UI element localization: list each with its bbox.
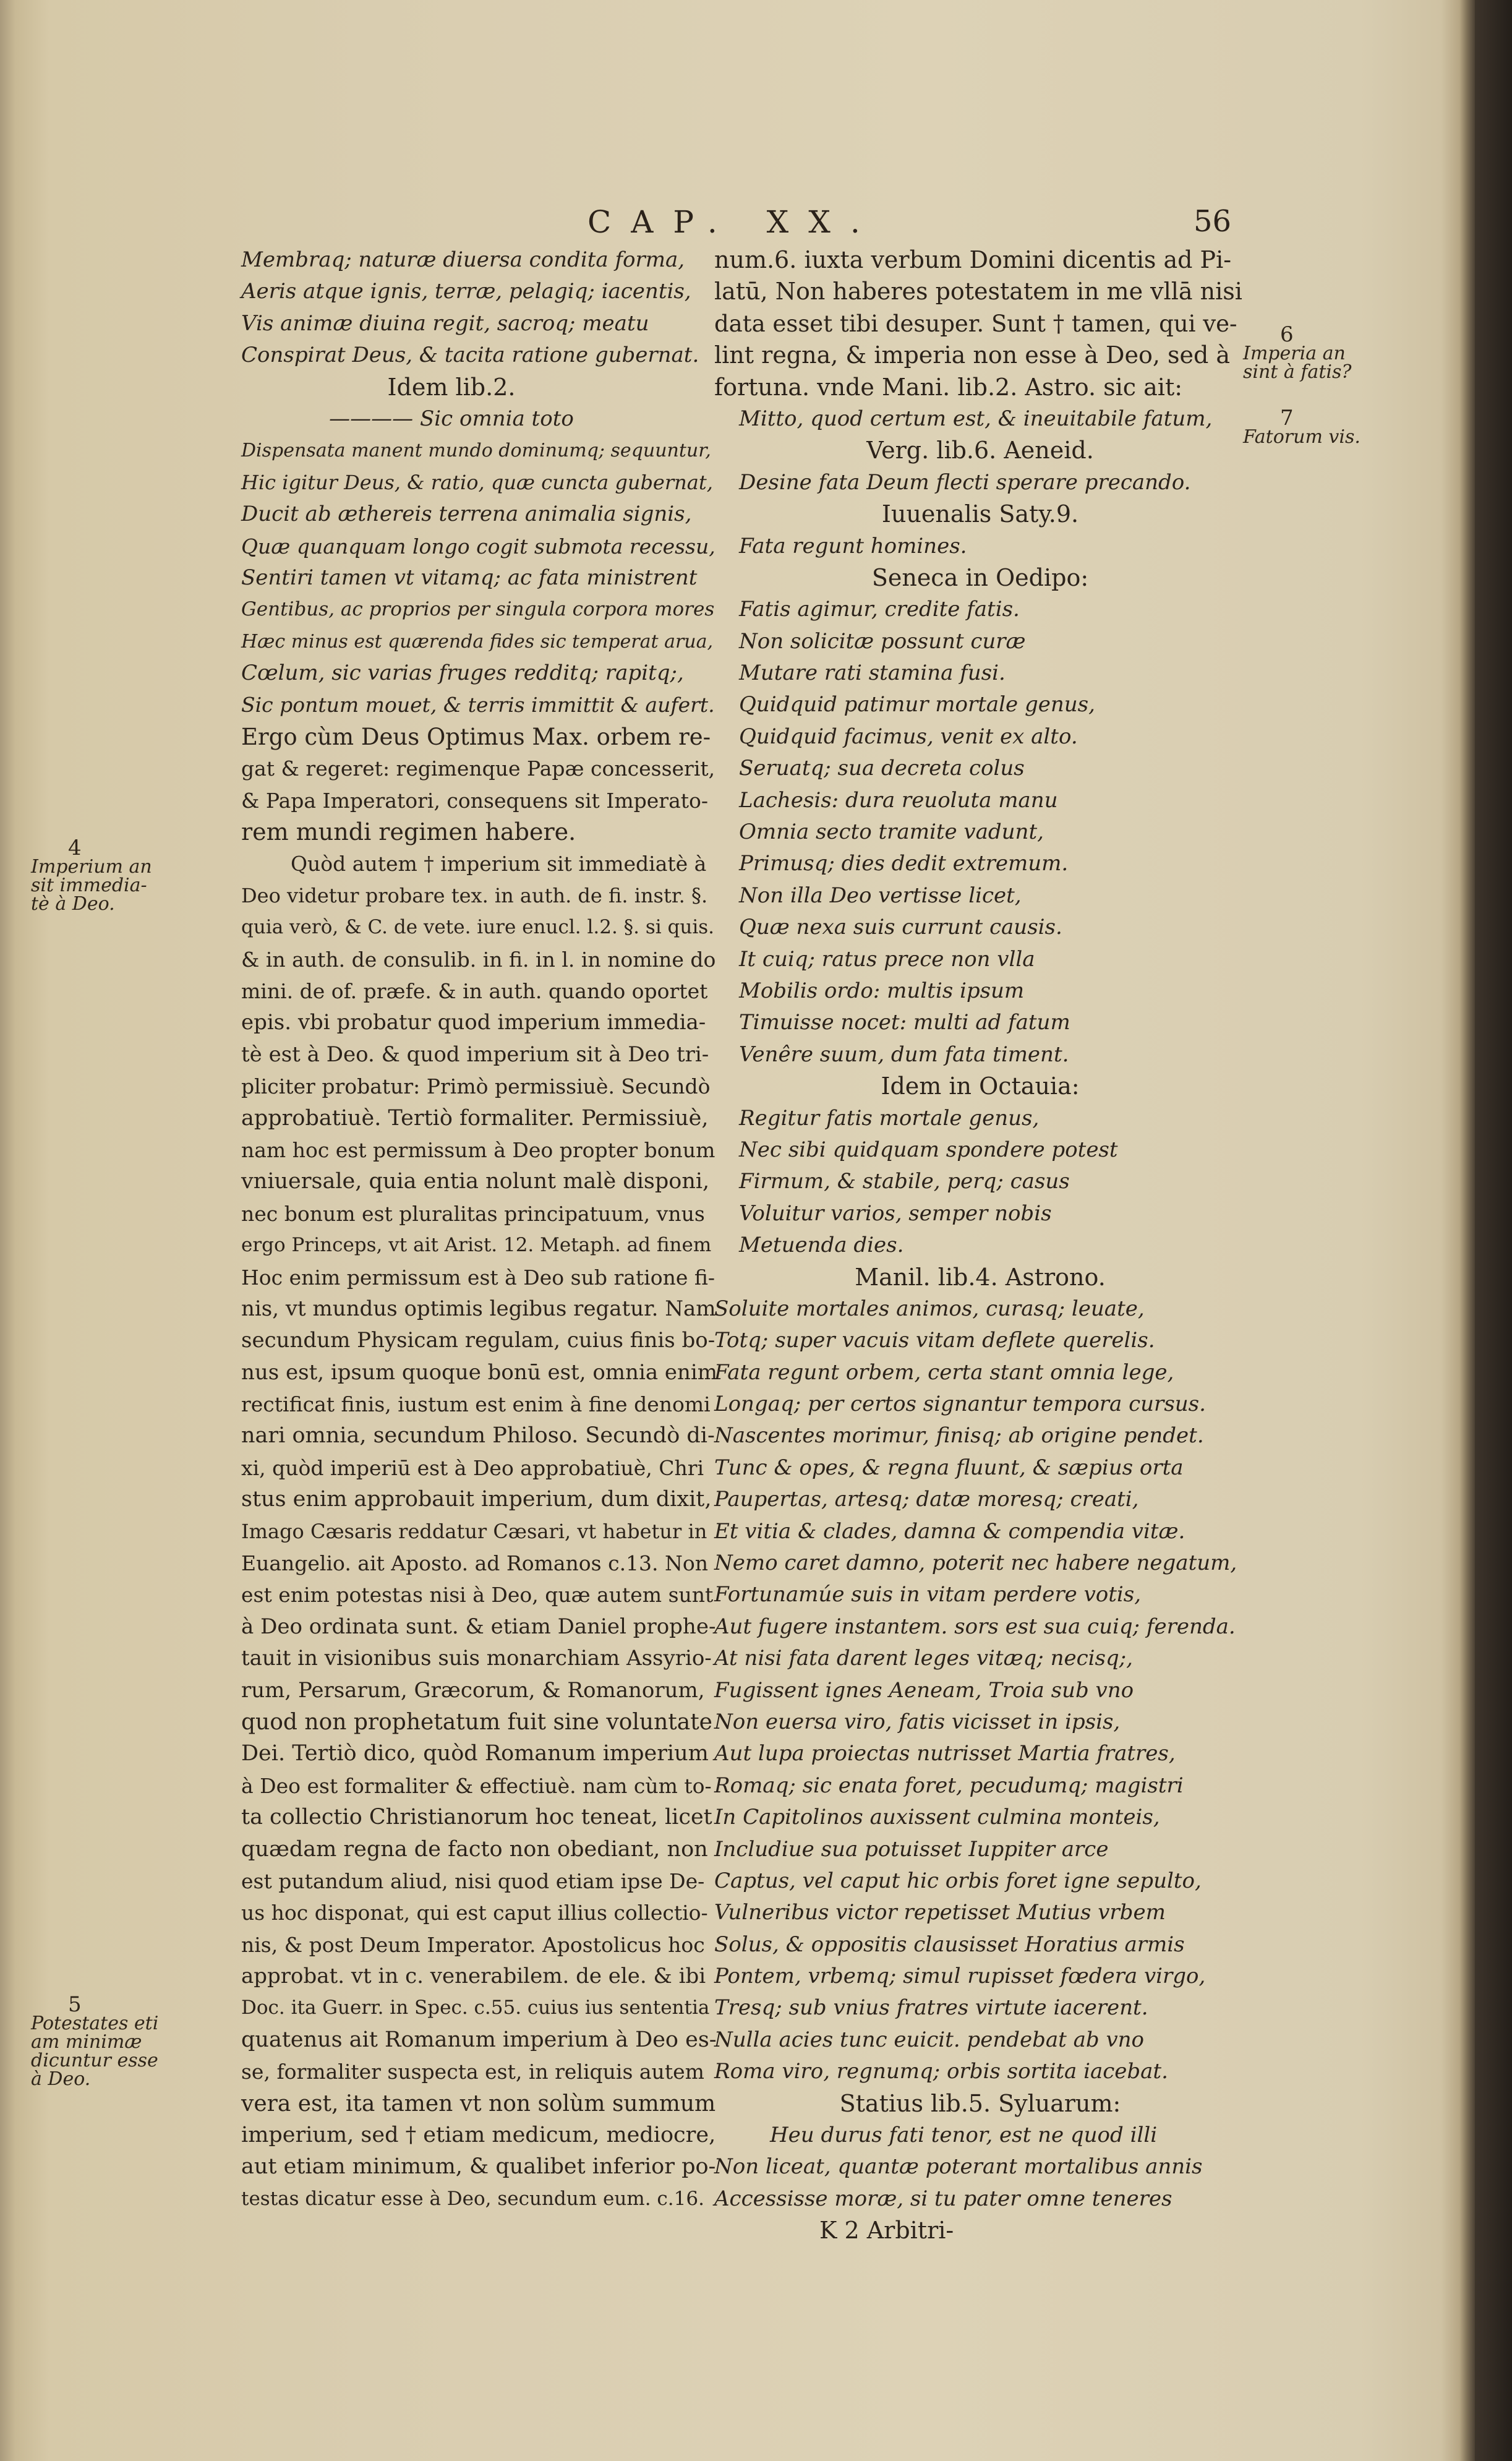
text-line: & in auth. de consulib. in fi. in l. in nomine do <box>241 947 716 972</box>
text-line: Gentibus, ac proprios per singula corpora mores <box>241 598 715 621</box>
text-line: rum, Persarum, Græcorum, & Romanorum, <box>241 1677 705 1703</box>
text-line: à Deo ordinata sunt. & etiam Daniel prophe- <box>241 1614 716 1639</box>
text-line: data esset tibi desuper. Sunt † tamen, qui ve- <box>714 310 1237 337</box>
text-line: Nulla acies tunc euicit. pendebat ab vno <box>714 2027 1145 2052</box>
text-line: Dispensata manent mundo dominumq; sequuntur, <box>241 440 711 462</box>
page-number: 56 <box>1194 204 1232 239</box>
text-line: imperium, sed † etiam medicum, mediocre, <box>241 2123 716 2148</box>
text-line: Dei. Tertiò dico, quòd Romanum imperium <box>241 1741 709 1766</box>
text-line: Aeris atque ignis, terræ, pelagiq; iacentis, <box>241 279 691 304</box>
text-line: Nascentes morimur, finisq; ab origine pendet. <box>714 1423 1204 1449</box>
text-line: Primusq; dies dedit extremum. <box>739 851 1069 876</box>
text-line: Ergo cùm Deus Optimus Max. orbem re- <box>241 723 711 750</box>
text-line: approbat. vt in c. venerabilem. de ele. & ibi <box>241 1964 706 1989</box>
left-column <box>186 244 717 2215</box>
text-line: vera est, ita tamen vt non solùm summum <box>241 2091 716 2116</box>
text-line: Non solicitæ possunt curæ <box>739 628 1026 654</box>
text-line: ta collectio Christianorum hoc teneat, licet <box>241 1805 712 1830</box>
running-head: CAP. XX. <box>587 204 880 240</box>
text-line: Nemo caret damno, poterit nec habere negatum, <box>714 1551 1237 1576</box>
text-line: est putandum aliud, nisi quod etiam ipse De- <box>241 1868 705 1893</box>
text-line: Conspirat Deus, & tacita ratione gubernat. <box>241 343 699 368</box>
text-line: Accessisse moræ, si tu pater omne teneres <box>714 2186 1172 2211</box>
text-line: Fata regunt orbem, certa stant omnia lege, <box>714 1359 1174 1385</box>
text-line: num.6. iuxta verbum Domini dicentis ad Pi- <box>714 246 1232 273</box>
text-line: latū, Non haberes potestatem in me vllā nisi <box>714 278 1242 306</box>
text-line: Et vitia & clades, damna & compendia vitæ. <box>714 1518 1185 1544</box>
text-line: Statius lib.5. Syluarum: <box>839 2089 1121 2117</box>
text-line: Desine fata Deum flecti sperare precando. <box>739 469 1191 495</box>
text-line: gat & regeret: regimenque Papæ concesserit, <box>241 756 715 781</box>
text-line: fortuna. vnde Mani. lib.2. Astro. sic ait: <box>714 373 1183 401</box>
text-line: quia verò, & C. de vete. iure enucl. l.2. §. si quis. <box>241 916 715 939</box>
text-line: nec bonum est pluralitas principatuum, vnus <box>241 1201 705 1226</box>
text-line: rem mundi regimen habere. <box>241 818 576 846</box>
text-line: Tresq; sub vnius fratres virtute iacerent. <box>714 1995 1148 2021</box>
text-line: Captus, vel caput hic orbis foret igne sepulto, <box>714 1868 1202 1893</box>
text-line: Includiue sua potuisset Iuppiter arce <box>714 1836 1109 1862</box>
text-line: Seruatq; sua decreta colus <box>739 756 1025 781</box>
text-line: Iuuenalis Saty.9. <box>881 500 1079 528</box>
text-line: Quidquid patimur mortale genus, <box>739 692 1095 717</box>
text-line: nus est, ipsum quoque bonū est, omnia enim <box>241 1359 718 1385</box>
text-line: Sic pontum mouet, & terris immittit & aufert. <box>241 693 715 717</box>
text-line: se, formaliter suspecta est, in reliquis autem <box>241 2060 704 2084</box>
text-line: lint regna, & imperia non esse à Deo, sed à <box>714 341 1231 369</box>
text-line: Fata regunt homines. <box>739 533 967 559</box>
text-line: Mitto, quod certum est, & ineuitabile fatum, <box>739 406 1213 431</box>
text-line: Mobilis ordo: multis ipsum <box>739 978 1025 1003</box>
text-line: Fortunamúe suis in vitam perdere votis, <box>714 1582 1142 1607</box>
text-line: est enim potestas nisi à Deo, quæ autem sunt <box>241 1583 714 1607</box>
text-line: Non illa Deo vertisse licet, <box>739 883 1022 908</box>
text-line: Non euersa viro, fatis vicisset in ipsis, <box>714 1709 1121 1734</box>
text-line: Vis animæ diuina regit, sacroq; meatu <box>241 310 649 336</box>
text-line: Ducit ab æthereis terrena animalia signis, <box>241 502 692 527</box>
text-line: K 2 Arbitri- <box>819 2217 954 2245</box>
text-line: In Capitolinos auxissent culmina monteis, <box>714 1805 1160 1830</box>
text-line: Vulneribus victor repetisset Mutius vrbem <box>714 1900 1166 1925</box>
text-line: Venêre suum, dum fata timent. <box>739 1042 1069 1067</box>
text-line: Aut fugere instantem. sors est sua cuiq; ferenda. <box>714 1614 1236 1639</box>
margin-note-7: 7 Fatorum vis. <box>1243 406 1360 448</box>
text-line: mini. de of. præfe. & in auth. quando oportet <box>241 978 708 1003</box>
text-line: Omnia secto tramite vadunt, <box>739 820 1044 845</box>
text-line: Firmum, & stabile, perq; casus <box>739 1169 1070 1194</box>
text-line: Hic igitur Deus, & ratio, quæ cuncta gubernat, <box>241 470 713 494</box>
text-line: Euangelio. ait Aposto. ad Romanos c.13. Non <box>241 1551 709 1576</box>
text-line: Romaq; sic enata foret, pecudumq; magistri <box>714 1773 1184 1798</box>
text-line: Quæ quanquam longo cogit submota recessu, <box>241 534 715 559</box>
text-line: & Papa Imperatori, consequens sit Imperato- <box>241 788 709 813</box>
text-line: epis. vbi probatur quod imperium immedia- <box>241 1010 706 1035</box>
text-line: Quidquid facimus, venit ex alto. <box>739 724 1078 749</box>
text-line: Hoc enim permissum est à Deo sub ratione fi- <box>241 1265 715 1290</box>
text-line: Nec sibi quidquam spondere potest <box>739 1137 1118 1162</box>
text-line: Seneca in Oedipo: <box>871 563 1089 591</box>
text-line: Solus, & oppositis clausisset Horatius armis <box>714 1932 1185 1957</box>
text-line: pliciter probatur: Primò permissiuè. Secundò <box>241 1074 711 1099</box>
text-line: nari omnia, secundum Philoso. Secundò di- <box>241 1423 715 1449</box>
text-line: secundum Physicam regulam, cuius finis bo- <box>241 1328 715 1353</box>
margin-note-6: 6 Imperia an sint à fatis? <box>1243 322 1352 383</box>
text-line: Tunc & opes, & regna fluunt, & sæpius orta <box>714 1455 1184 1480</box>
text-line: Pontem, vrbemq; simul rupisset fœdera virgo, <box>714 1964 1206 1989</box>
text-line: Quòd autem † imperium sit immediatè à <box>291 852 707 876</box>
text-line: Roma viro, regnumq; orbis sortita iacebat. <box>714 2059 1168 2084</box>
text-line: approbatiuè. Tertiò formaliter. Permissiuè, <box>241 1105 709 1131</box>
text-line: Totq; super vacuis vitam deflete querelis. <box>714 1328 1155 1353</box>
text-line: Cœlum, sic varias fruges redditq; rapitq;, <box>241 661 684 686</box>
text-line: It cuiq; ratus prece non vlla <box>739 946 1035 972</box>
text-line: vniuersale, quia entia nolunt malè disponi, <box>241 1169 710 1194</box>
text-line: Manil. lib.4. Astrono. <box>855 1263 1106 1291</box>
text-line: Regitur fatis mortale genus, <box>739 1105 1040 1131</box>
text-line: Longaq; per certos signantur tempora cursus. <box>714 1392 1206 1417</box>
text-line: Lachesis: dura reuoluta manu <box>739 787 1058 813</box>
text-line: nam hoc est permissum à Deo propter bonum <box>241 1137 715 1162</box>
text-line: Timuisse nocet: multi ad fatum <box>739 1010 1070 1035</box>
text-line: à Deo est formaliter & effectiuè. nam cùm to- <box>241 1773 712 1798</box>
text-line: Fatis agimur, credite fatis. <box>739 597 1020 622</box>
text-line: tauit in visionibus suis monarchiam Assyrio- <box>241 1646 712 1671</box>
margin-note-5: 5 Potestates eti am minimæ dicuntur esse à Deo. <box>31 1992 159 2090</box>
text-line: nis, vt mundus optimis legibus regatur. Nam <box>241 1296 716 1321</box>
text-line: testas dicatur esse à Deo, secundum eum. c.16. <box>241 2187 704 2210</box>
text-line: Idem lib.2. <box>387 373 516 401</box>
text-line: Aut lupa proiectas nutrisset Martia fratres, <box>714 1741 1176 1766</box>
text-line: xi, quòd imperiū est à Deo approbatiuè, Chri <box>241 1455 704 1480</box>
text-line: Quæ nexa suis currunt causis. <box>739 915 1062 940</box>
text-line: quod non prophetatum fuit sine voluntate <box>241 1709 712 1735</box>
text-line: Heu durus fati tenor, est ne quod illi <box>770 2123 1158 2148</box>
text-line: ergo Princeps, vt ait Arist. 12. Metaph. ad finem <box>241 1234 712 1257</box>
text-line: At nisi fata darent leges vitæq; necisq;, <box>714 1646 1133 1671</box>
text-line: Sentiri tamen vt vitamq; ac fata ministrent <box>241 565 698 590</box>
page-edge-shadow <box>1475 0 1512 2461</box>
text-line: tè est à Deo. & quod imperium sit à Deo tri- <box>241 1042 709 1067</box>
text-line: Imago Cæsaris reddatur Cæsari, vt habetur in <box>241 1519 707 1543</box>
text-line: Deo videtur probare tex. in auth. de fi. instr. §. <box>241 883 708 907</box>
text-line: Metuenda dies. <box>739 1233 904 1258</box>
text-line: Idem in Octauia: <box>881 1072 1080 1100</box>
text-line: stus enim approbauit imperium, dum dixit, <box>241 1487 712 1512</box>
text-line: Paupertas, artesq; datæ moresq; creati, <box>714 1487 1139 1512</box>
text-line: quædam regna de facto non obediant, non <box>241 1836 708 1862</box>
text-line: ———— Sic omnia toto <box>329 406 574 431</box>
text-line: quatenus ait Romanum imperium à Deo es- <box>241 2027 717 2052</box>
text-line: Voluitur varios, semper nobis <box>739 1201 1052 1226</box>
text-line: Verg. lib.6. Aeneid. <box>866 437 1094 464</box>
text-line: rectificat finis, iustum est enim à fine denomi <box>241 1392 711 1417</box>
text-line: nis, & post Deum Imperator. Apostolicus hoc <box>241 1932 705 1957</box>
text-line: Soluite mortales animos, curasq; leuate, <box>714 1296 1145 1321</box>
text-line: Mutare rati stamina fusi. <box>739 661 1006 686</box>
text-line: aut etiam minimum, & qualibet inferior po- <box>241 2154 716 2180</box>
text-line: Doc. ita Guerr. in Spec. c.55. cuius ius sententia <box>241 1997 710 2019</box>
text-line: us hoc disponat, qui est caput illius collectio- <box>241 1901 708 1925</box>
text-line: Membraq; naturæ diuersa condita forma, <box>241 247 685 272</box>
text-line: Fugissent ignes Aeneam, Troia sub vno <box>714 1677 1134 1703</box>
text-line: Hæc minus est quærenda fides sic temperat arua, <box>241 630 714 653</box>
text-line: Non liceat, quantæ poterant mortalibus annis <box>714 2154 1203 2180</box>
margin-note-4: 4 Imperium an sit immedia- tè à Deo. <box>31 836 152 915</box>
right-column <box>714 244 1246 2247</box>
